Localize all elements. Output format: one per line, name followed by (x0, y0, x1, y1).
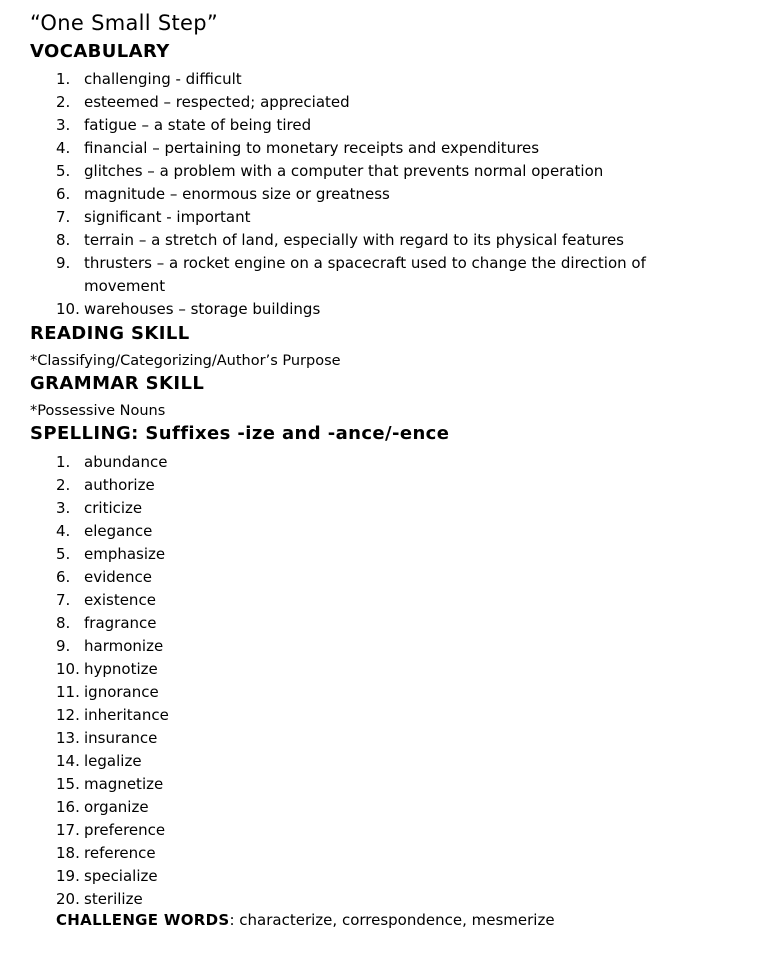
item-number: 13. (56, 729, 80, 747)
vocabulary-heading: VOCABULARY (30, 41, 170, 62)
spelling-word: inheritance (84, 706, 169, 724)
vocabulary-entry: thrusters – a rocket engine on a spacecraft used to change the direction of (84, 254, 646, 272)
spelling-word: legalize (84, 752, 142, 770)
vocabulary-entry: challenging - difficult (84, 70, 242, 88)
page-title: “One Small Step” (30, 11, 219, 35)
item-number: 12. (56, 706, 80, 724)
vocabulary-entry: esteemed – respected; appreciated (84, 93, 350, 111)
item-number: 4. (56, 522, 71, 540)
vocabulary-entry: terrain – a stretch of land, especially with regard to its physical features (84, 231, 624, 249)
spelling-word: criticize (84, 499, 143, 517)
item-number: 3. (56, 116, 71, 134)
item-number: 3. (56, 499, 71, 517)
item-number: 18. (56, 844, 80, 862)
spelling-word: ignorance (84, 683, 159, 701)
item-number: 8. (56, 231, 71, 249)
reading-skill-note: *Classifying/Categorizing/Author’s Purpose (30, 353, 341, 369)
item-number: 17. (56, 821, 80, 839)
vocabulary-entry: glitches – a problem with a computer that prevents normal operation (84, 162, 604, 180)
item-number: 1. (56, 453, 71, 471)
spelling-word: insurance (84, 729, 158, 747)
vocabulary-entry: significant - important (84, 208, 251, 226)
item-number: 10. (56, 660, 80, 678)
item-number: 2. (56, 93, 71, 111)
spelling-word: specialize (84, 867, 158, 885)
reading-skill-heading: READING SKILL (30, 323, 190, 344)
grammar-skill-note: *Possessive Nouns (30, 403, 166, 419)
vocabulary-entry: magnitude – enormous size or greatness (84, 185, 390, 203)
item-number: 11. (56, 683, 80, 701)
challenge-words-label: CHALLENGE WORDS (56, 911, 230, 929)
spelling-word: fragrance (84, 614, 157, 632)
item-number: 15. (56, 775, 80, 793)
item-number: 19. (56, 867, 80, 885)
item-number: 10. (56, 300, 80, 318)
item-number: 14. (56, 752, 80, 770)
spelling-word: authorize (84, 476, 155, 494)
vocabulary-entry-continuation: movement (84, 277, 166, 295)
item-number: 7. (56, 208, 71, 226)
grammar-skill-heading: GRAMMAR SKILL (30, 373, 205, 394)
item-number: 16. (56, 798, 80, 816)
spelling-word: evidence (84, 568, 153, 586)
spelling-word: emphasize (84, 545, 166, 563)
spelling-word: reference (84, 844, 156, 862)
spelling-word: preference (84, 821, 166, 839)
item-number: 6. (56, 185, 71, 203)
spelling-word: existence (84, 591, 156, 609)
item-number: 5. (56, 162, 71, 180)
challenge-words (56, 911, 555, 929)
item-number: 2. (56, 476, 71, 494)
vocabulary-entry: financial – pertaining to monetary receipts and expenditures (84, 139, 540, 157)
item-number: 5. (56, 545, 71, 563)
vocabulary-entry: warehouses – storage buildings (84, 300, 321, 318)
vocabulary-entry: fatigue – a state of being tired (84, 116, 312, 134)
item-number: 20. (56, 890, 80, 908)
spelling-word: elegance (84, 522, 153, 540)
spelling-word: magnetize (84, 775, 164, 793)
challenge-words-list: : characterize, correspondence, mesmerize (229, 911, 555, 929)
item-number: 9. (56, 254, 71, 272)
item-number: 1. (56, 70, 71, 88)
spelling-word: abundance (84, 453, 168, 471)
item-number: 6. (56, 568, 71, 586)
item-number: 4. (56, 139, 71, 157)
spelling-word: sterilize (84, 890, 143, 908)
spelling-word: harmonize (84, 637, 164, 655)
item-number: 8. (56, 614, 71, 632)
item-number: 7. (56, 591, 71, 609)
spelling-heading: SPELLING: Suffixes -ize and -ance/-ence (30, 423, 450, 444)
spelling-word: hypnotize (84, 660, 158, 678)
item-number: 9. (56, 637, 71, 655)
spelling-word: organize (84, 798, 149, 816)
